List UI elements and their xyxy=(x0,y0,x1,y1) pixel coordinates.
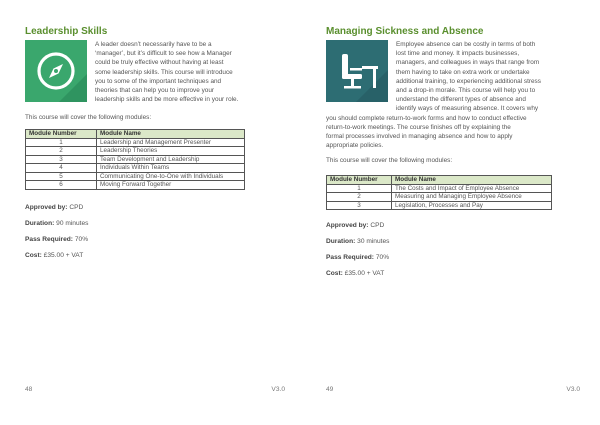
module-number: 3 xyxy=(327,201,392,210)
pass-required: Pass Required: 70% xyxy=(25,236,89,243)
table-row xyxy=(327,193,552,202)
module-number: 3 xyxy=(26,155,97,164)
table-row xyxy=(26,181,245,190)
course-title: Managing Sickness and Absence xyxy=(326,26,484,37)
module-name: Team Development and Leadership xyxy=(97,155,245,164)
table-header-row xyxy=(26,130,245,139)
module-name: Legislation, Processes and Pay xyxy=(392,201,552,210)
page-number: 49 xyxy=(326,386,334,393)
version-label: V3.0 xyxy=(566,386,580,393)
modules-table xyxy=(25,129,245,190)
module-number: 1 xyxy=(327,184,392,193)
pass-required: Pass Required: 70% xyxy=(326,254,390,261)
module-number: 2 xyxy=(327,193,392,202)
modules-table xyxy=(326,175,552,210)
table-row xyxy=(327,184,552,193)
duration: Duration: 90 minutes xyxy=(25,220,89,227)
module-name: Communicating One-to-One with Individuals xyxy=(97,172,245,181)
version-label: V3.0 xyxy=(271,386,285,393)
module-name: Moving Forward Together xyxy=(97,181,245,190)
table-row xyxy=(26,164,245,173)
module-name: Leadership and Management Presenter xyxy=(97,138,245,147)
header-module-name: Module Name xyxy=(392,176,552,185)
table-row xyxy=(26,172,245,181)
header-module-number: Module Number xyxy=(26,130,97,139)
course-intro-continued: you should complete return-to-work forms and how to conduct effective return-to-work meetings. The course finishes off by explaining the formal processes involved in managing absence and how to apply appropriate policies. xyxy=(326,114,527,150)
module-number: 1 xyxy=(26,138,97,147)
cost: Cost: £35.00 + VAT xyxy=(326,270,385,277)
duration: Duration: 30 minutes xyxy=(326,238,390,245)
module-number: 6 xyxy=(26,181,97,190)
module-name: The Costs and Impact of Employee Absence xyxy=(392,184,552,193)
page-number: 48 xyxy=(25,386,33,393)
page-right xyxy=(326,0,580,425)
module-number: 4 xyxy=(26,164,97,173)
table-row xyxy=(26,155,245,164)
header-module-number: Module Number xyxy=(327,176,392,185)
approved-by: Approved by: CPD xyxy=(326,222,385,229)
table-header-row xyxy=(327,176,552,185)
course-intro: A leader doesn’t necessarily have to be a ‘manager’, but it’s difficult to see how a Manager could be truly effective without having at least some leadership skills. This course will introduce you to some of the important techniques and theories that can help you to improve your leadership skills and be more effective in your role. xyxy=(95,41,239,104)
header-module-name: Module Name xyxy=(97,130,245,139)
table-row xyxy=(26,147,245,156)
modules-lead: This course will cover the following modules: xyxy=(25,114,152,121)
cost: Cost: £35.00 + VAT xyxy=(25,252,84,259)
table-row xyxy=(26,138,245,147)
module-number: 2 xyxy=(26,147,97,156)
module-name: Measuring and Managing Employee Absence xyxy=(392,193,552,202)
compass-icon xyxy=(25,40,87,102)
approved-by: Approved by: CPD xyxy=(25,204,84,211)
office-chair-desk-icon xyxy=(326,40,388,102)
module-name: Individuals Within Teams xyxy=(97,164,245,173)
course-title: Leadership Skills xyxy=(25,26,108,37)
course-intro: Employee absence can be costly in terms of both lost time and money. It impacts businesses, managers, and colleagues in ways that range from them having to take on extra work or undertake additional training, to experiencing additional stress and a drop-in morale. This course will help you to understand the different types of absence and identify ways of measuring absence. It covers why xyxy=(396,41,541,113)
table-row xyxy=(327,201,552,210)
module-name: Leadership Theories xyxy=(97,147,245,156)
page-left xyxy=(25,0,285,425)
modules-lead: This course will cover the following modules: xyxy=(326,157,453,164)
module-number: 5 xyxy=(26,172,97,181)
